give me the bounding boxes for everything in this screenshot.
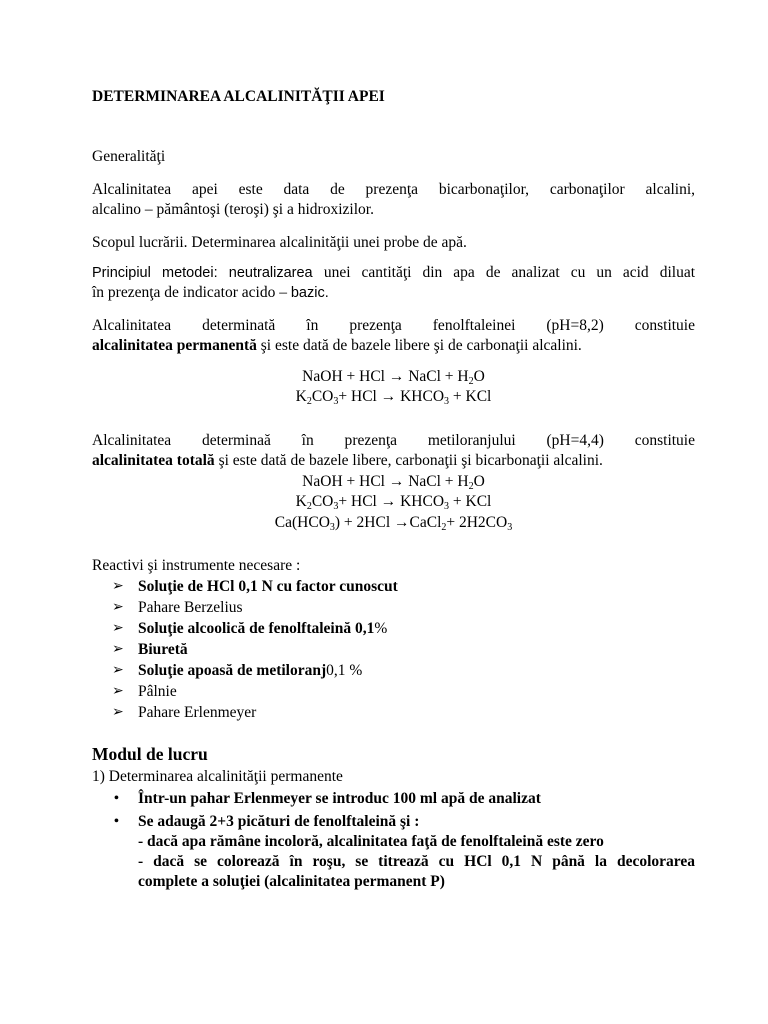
total-rest: şi este dată de bazele libere, carbonaţii şi bicarbonaţii alcalini. (214, 452, 603, 469)
paragraph-principle-line2 (92, 283, 695, 303)
equation-2b: $K_2CO_3+$ HCl → $KHCO_3$ + KCl (295, 493, 492, 512)
document-title: DETERMINAREA ALCALINITĂŢII APEI (92, 88, 385, 105)
list-item: • Se adaugă 2+3 picături de fenolftaleină şi : - dacă apa rămâne incoloră, alcalinitatea faţă de fenolftaleină este zero - dacă se colorează în roşu, se titrează cu HCl 0,1 N până la decolorarea complete a soluţiei (alcalinitatea permanent P) (114, 813, 695, 890)
procedure-list (114, 789, 695, 892)
list-item: ➢ Pahare Berzelius (112, 598, 243, 616)
paragraph-scope: Scopul lucrării. Determinarea alcalinităţii unei probe de apă. (92, 234, 467, 251)
bullet-dot-icon: • (114, 791, 119, 806)
list-item: ➢ Pahare Erlenmeyer (112, 703, 257, 721)
paragraph-definition-line1: Alcalinitatea apei este data de prezenţa bicarbonaţilor, carbonaţilor alcalini, (92, 181, 695, 198)
principle-main: unei cantităţi din apa de analizat cu un acid diluat (323, 264, 696, 281)
list-item: ➢ Pâlnie (112, 682, 177, 700)
paragraph-principle-line1 (92, 263, 695, 283)
permanent-rest: şi este dată de bazele libere şi de carbonaţii alcalini. (256, 337, 582, 354)
paragraph-total-line2 (92, 451, 695, 471)
term-total: alcalinitatea totală (92, 452, 215, 469)
list-item: ➢ Soluţie alcoolică de fenolftaleină 0,1 % (112, 619, 388, 637)
list-item: • Într-un pahar Erlenmeyer se introduc 100 ml apă de analizat (114, 790, 541, 807)
arrow-bullet-icon: ➢ (112, 662, 124, 678)
paragraph-total-line1: Alcalinitatea determinaă în prezenţa metiloranjului (pH=4,4) constituie (92, 432, 695, 449)
step-1-heading: 1) Determinarea alcalinităţii permanente (92, 768, 343, 785)
arrow-bullet-icon: ➢ (112, 704, 124, 720)
paragraph-permanent-line1: Alcalinitatea determinată în prezenţa fenolftaleinei (pH=8,2) constituie (92, 317, 695, 334)
paragraph-definition-line2: alcalino – pământoşi (teroşi) şi a hidroxizilor. (92, 201, 374, 218)
equation-1b: $K_2CO_3+$ HCl → $KHCO_3$ + KCl (295, 388, 492, 407)
arrow-bullet-icon: ➢ (112, 641, 124, 657)
section-generalitati: Generalităţi (92, 148, 166, 165)
section-modul-de-lucru: Modul de lucru (92, 744, 208, 764)
list-item: ➢ Soluţie de HCl 0,1 N cu factor cunoscut (112, 577, 398, 595)
equation-2c: $Ca(HCO_3) + 2HCl$ →CaCl$_2$+ $2H2CO_3$ (274, 514, 513, 533)
principle-line2b: bazic. (290, 285, 329, 301)
paragraph-permanent-line2 (92, 336, 695, 356)
arrow-bullet-icon: ➢ (112, 620, 124, 636)
materials-list (112, 576, 398, 723)
principle-lead: Principiul metodei: neutralizarea (92, 265, 324, 281)
section-reactivi: Reactivi şi instrumente necesare : (92, 557, 301, 574)
list-item: ➢ Soluţie apoasă de metiloranj 0,1 % (112, 661, 363, 679)
arrow-bullet-icon: ➢ (112, 599, 124, 615)
term-permanent: alcalinitatea permanentă (92, 337, 257, 354)
list-item: ➢ Biuretă (112, 640, 188, 658)
arrow-bullet-icon: ➢ (112, 683, 124, 699)
principle-line2a: în prezenţa de indicator acido – (92, 284, 291, 301)
equation-2a: NaOH + HCl → NaCl + $H_2O$ (302, 473, 485, 492)
equation-1a: NaOH + HCl → NaCl + $H_2O$ (302, 368, 485, 387)
bullet-dot-icon: • (114, 814, 119, 829)
arrow-bullet-icon: ➢ (112, 578, 124, 594)
